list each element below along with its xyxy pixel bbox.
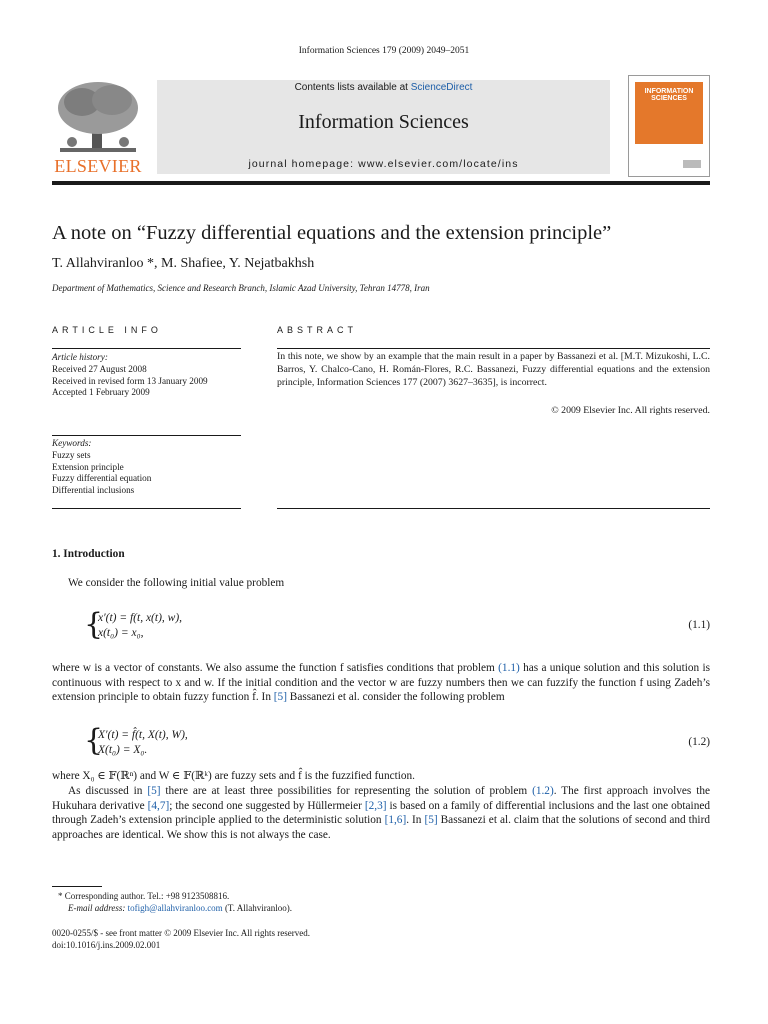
keyword-item: Fuzzy differential equation <box>52 473 152 484</box>
journal-cover <box>628 75 710 177</box>
abstract-heading: ABSTRACT <box>277 325 358 335</box>
article-info-rule <box>52 348 241 349</box>
citation-link[interactable]: [4,7] <box>147 799 170 812</box>
equation-ref-link[interactable]: (1.1) <box>498 662 520 674</box>
article-affiliation: Department of Mathematics, Science and Research Branch, Islamic Azad University, Tehran 14778, Iran <box>52 283 430 293</box>
email-suffix: (T. Allahviranloo). <box>222 903 293 913</box>
keyword-item: Extension principle <box>52 461 124 472</box>
paragraph-text: there are at least three possibilities for representing the solution of problem <box>160 785 533 797</box>
citation-link[interactable]: [5] <box>147 785 161 797</box>
footnote-email <box>68 903 292 915</box>
history-label: Article history: <box>52 352 108 362</box>
keyword-item: Differential inclusions <box>52 485 135 496</box>
footnote-corresponding: * Corresponding author. Tel.: +98 9123508816. <box>58 891 230 901</box>
email-label: E-mail address: <box>68 903 128 913</box>
article-title: A note on “Fuzzy differential equations and the extension principle” <box>52 222 612 244</box>
publisher-wordmark: ELSEVIER <box>54 156 142 176</box>
cover-title: INFORMATION SCIENCES <box>644 88 694 102</box>
paragraph-text: where w is a vector of constants. We also assume the function f satisfies conditions that problem <box>52 662 499 674</box>
equation-brace: { <box>84 723 104 758</box>
equation-brace: { <box>84 607 104 642</box>
elsevier-tree-icon <box>52 78 144 158</box>
paragraph-text: As discussed in <box>68 785 148 797</box>
equation-number: (1.2) <box>688 736 710 748</box>
paragraph-text: . The first approach involves the Hukuhara derivative <box>52 785 711 812</box>
citation-link[interactable]: [5] <box>424 814 438 827</box>
abstract-copyright: © 2009 Elsevier Inc. All rights reserved. <box>551 405 710 416</box>
equation-1-1-line2: x(t₀) = x₀, <box>98 627 144 639</box>
journal-name: Information Sciences <box>298 111 469 133</box>
contents-prefix: Contents lists available at <box>294 82 411 93</box>
equation-number: (1.1) <box>688 619 710 631</box>
running-head: Information Sciences 179 (2009) 2049–2051 <box>298 46 470 56</box>
section-heading: 1. Introduction <box>52 548 125 560</box>
equation-1-2-line1: X′(t) = f̂(t, X(t), W), <box>98 729 188 741</box>
keywords-rule <box>52 435 241 436</box>
paragraph-text: is based on a family of differential inclusions and the last one obtained through Zadeh’s extension principle applied to the deterministic solution <box>52 799 711 827</box>
equation-1-1-line1: x′(t) = f(t, x(t), w), <box>98 612 183 624</box>
email-link[interactable]: tofigh@allahviranloo.com <box>127 903 223 913</box>
citation-link[interactable]: [1,6] <box>384 814 407 827</box>
abstract-text: In this note, we show by an example that the main result in a paper by Bassanezi et al. [M.T. Mizukoshi, L.C. Barros, Y. Chalco-Cano, H. Román-Flores, R.C. Bassanezi, Fuzzy differential equations and the extension principle, Information Sciences 177 (2007) 3627–3635], is incorrect. <box>277 351 710 389</box>
history-revised: Received in revised form 13 January 2009 <box>52 375 208 386</box>
paragraph: where X₀ ∈ 𝔽(ℝⁿ) and W ∈ 𝔽(ℝᵏ) are fuzzy sets and f̂ is the fuzzified function. <box>52 770 416 782</box>
article-authors: T. Allahviranloo *, M. Shafiee, Y. Nejatbakhsh <box>52 256 315 271</box>
paragraph <box>52 661 710 705</box>
history-accepted: Accepted 1 February 2009 <box>52 387 150 398</box>
equation-1-2-line2: X(t₀) = X₀. <box>98 744 148 756</box>
sciencedirect-link[interactable]: ScienceDirect <box>410 82 473 93</box>
intro-sentence: We consider the following initial value problem <box>68 577 285 589</box>
cover-publisher-mark <box>683 160 701 168</box>
article-history <box>52 352 242 399</box>
keyword-item: Fuzzy sets <box>52 449 91 460</box>
keywords <box>52 438 242 497</box>
article-info-heading: ARTICLE INFO <box>52 325 162 335</box>
journal-homepage[interactable]: journal homepage: www.elsevier.com/locate/ins <box>248 158 519 170</box>
paragraph-text: Bassanezi et al. claim that the solutions of second and third approaches are identical. We show this is not always the case. <box>52 814 710 841</box>
keywords-label: Keywords: <box>52 438 92 448</box>
doi: doi:10.1016/j.ins.2009.02.001 <box>52 940 161 950</box>
paragraph-text: has a unique solution and this solution is continuous with respect to x and w. If the initial condition and the vector w are fuzzy numbers then we can fuzzify the function f using Zadeh’s extension principle to obtain fuzzy function f̂. In <box>52 662 710 704</box>
header-rule <box>52 181 710 185</box>
front-matter: 0020-0255/$ - see front matter © 2009 Elsevier Inc. All rights reserved. <box>52 928 311 938</box>
paragraph <box>52 784 710 842</box>
citation-link[interactable]: [5] <box>273 691 287 704</box>
history-received: Received 27 August 2008 <box>52 363 147 374</box>
footnote-rule <box>52 886 102 887</box>
contents-line <box>157 82 610 93</box>
paragraph-text: . In <box>406 814 425 827</box>
abstract-rule <box>277 348 710 349</box>
citation-link[interactable]: [2,3] <box>364 799 387 812</box>
info-bottom-rule <box>52 508 241 509</box>
equation-ref-link[interactable]: (1.2) <box>532 785 554 797</box>
paragraph-text: ; the second one suggested by Hüllermeier <box>169 799 365 812</box>
paragraph-text: Bassanezi et al. consider the following problem <box>286 691 505 704</box>
abstract-bottom-rule <box>277 508 710 509</box>
